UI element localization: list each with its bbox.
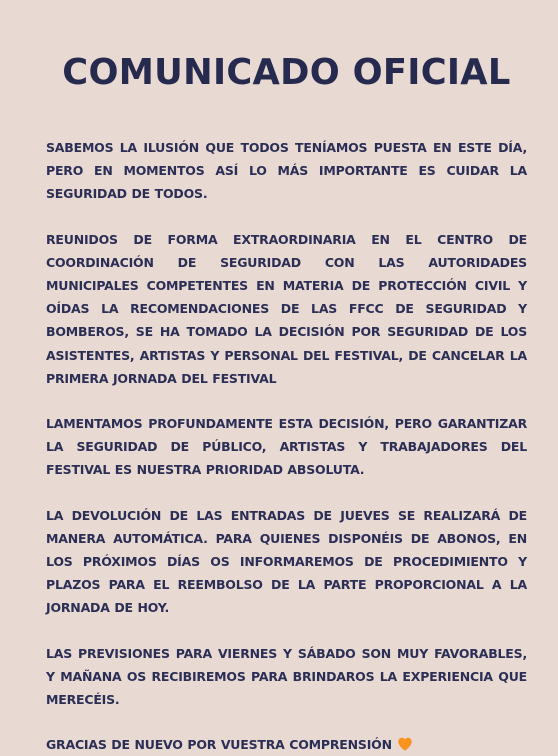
paragraph-regret: LAMENTAMOS PROFUNDAMENTE ESTA DECISIÓN, PERO GARANTIZAR LA SEGURIDAD DE PÚBLICO, ARTISTAS Y TRABAJADORES DEL FESTIVAL ES NUESTRA PRIORIDAD ABSOLUTA. (46, 416, 527, 478)
thanks-text: GRACIAS DE NUEVO POR VUESTRA COMPRENSIÓN (46, 737, 392, 753)
paragraph-refund: LA DEVOLUCIÓN DE LAS ENTRADAS DE JUEVES SE REALIZARÁ DE MANERA AUTOMÁTICA. PARA QUIENES DISPONÉIS DE ABONOS, EN LOS PRÓXIMOS DÍAS OS INFORMAREMOS DE PROCEDIMIENTO Y PLAZOS PARA EL REEMBOLSO DE LA PARTE PROPORCIONAL A LA JORNADA DE HOY. (46, 507, 527, 616)
paragraph-intro: SABEMOS LA ILUSIÓN QUE TODOS TENÍAMOS PUESTA EN ESTE DÍA, PERO EN MOMENTOS ASÍ LO MÁS IMPORTANTE ES CUIDAR LA SEGURIDAD DE TODOS. (46, 140, 527, 202)
orange-heart-icon (397, 737, 413, 751)
paragraph-forecast: LAS PREVISIONES PARA VIERNES Y SÁBADO SON MUY FAVORABLES, Y MAÑANA OS RECIBIREMOS PARA BRINDAROS LA EXPERIENCIA QUE MERECÉIS. (46, 645, 527, 708)
page-title: COMUNICADO OFICIAL (62, 52, 511, 93)
paragraph-decision: REUNIDOS DE FORMA EXTRAORDINARIA EN EL CENTRO DE COORDINACIÓN DE SEGURIDAD CON LAS AUTORIDADES MUNICIPALES COMPETENTES EN MATERIA DE PROTECCIÓN CIVIL Y OÍDAS LA RECOMENDACIONES DE LAS FFCC DE SEGURIDAD Y BOMBEROS, SE HA TOMADO LA DECISIÓN POR SEGURIDAD DE LOS ASISTENTES, ARTISTAS Y PERSONAL DEL FESTIVAL, DE CANCELAR LA PRIMERA JORNADA DEL FESTIVAL (46, 231, 527, 386)
paragraph-thanks (46, 733, 527, 756)
announcement-body (46, 136, 527, 756)
